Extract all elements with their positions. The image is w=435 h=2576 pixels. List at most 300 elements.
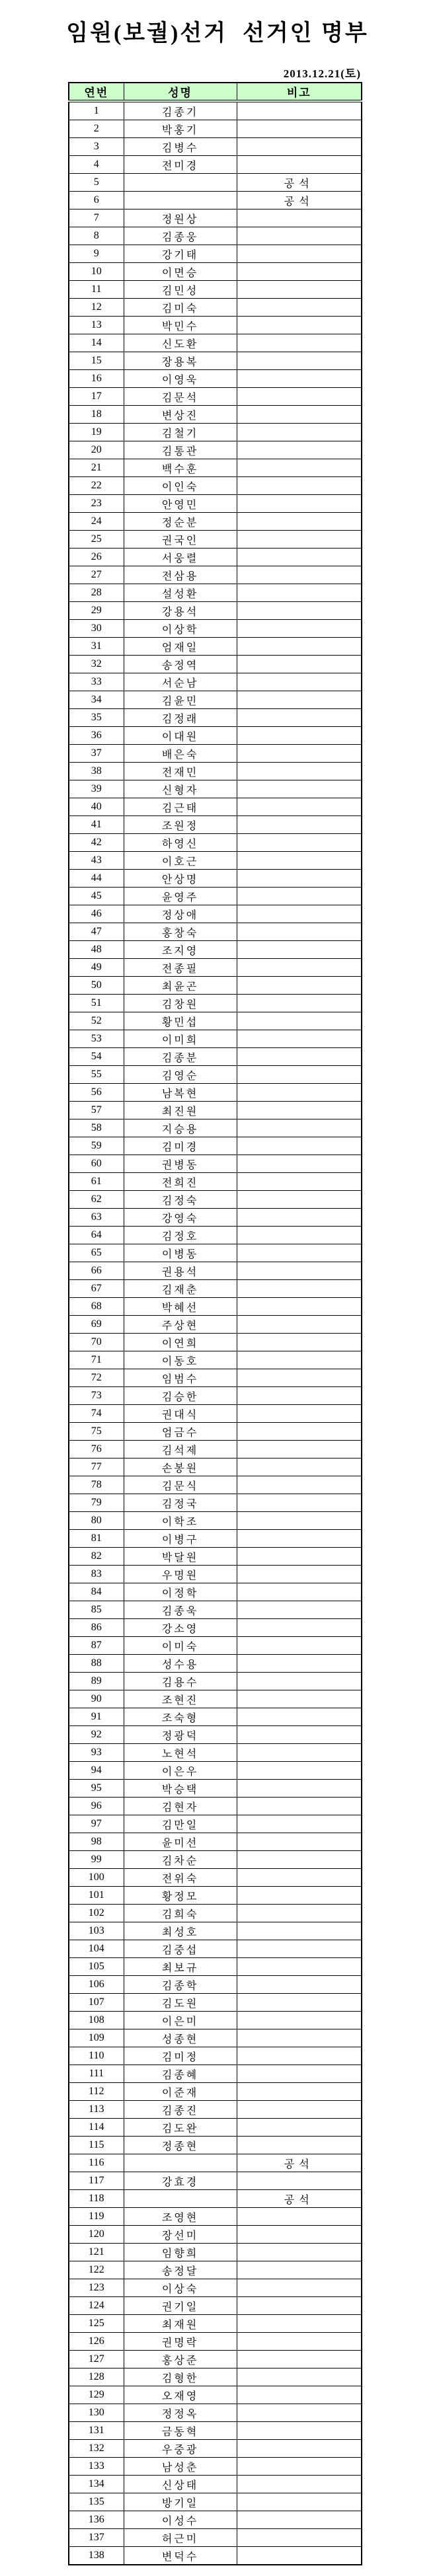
cell-name: 이준재 — [124, 2083, 237, 2101]
cell-serial-number: 63 — [69, 1209, 124, 1227]
table-row — [69, 2529, 362, 2547]
cell-name: 권병동 — [124, 1155, 237, 1173]
cell-name — [124, 174, 237, 192]
cell-remark — [237, 941, 362, 959]
table-row — [69, 673, 362, 691]
cell-remark — [237, 2279, 362, 2297]
cell-remark — [237, 1583, 362, 1601]
cell-name: 성수용 — [124, 1655, 237, 1673]
table-row — [69, 281, 362, 299]
cell-serial-number: 110 — [69, 2047, 124, 2065]
cell-serial-number: 85 — [69, 1601, 124, 1619]
table-row — [69, 2297, 362, 2315]
cell-serial-number: 6 — [69, 192, 124, 209]
cell-serial-number: 24 — [69, 513, 124, 531]
cell-remark — [237, 2047, 362, 2065]
cell-serial-number: 70 — [69, 1334, 124, 1351]
cell-name: 김영순 — [124, 1066, 237, 1084]
table-row — [69, 2119, 362, 2137]
table-row — [69, 209, 362, 227]
cell-name: 최윤곤 — [124, 977, 237, 995]
cell-serial-number: 67 — [69, 1280, 124, 1298]
table-row — [69, 1887, 362, 1905]
cell-remark — [237, 1191, 362, 1209]
cell-remark — [237, 549, 362, 566]
cell-remark: 공석 — [237, 192, 362, 209]
cell-serial-number: 3 — [69, 138, 124, 156]
table-row — [69, 1191, 362, 1209]
document-date: 2013.12.21(토) — [283, 67, 361, 80]
table-row — [69, 1441, 362, 1458]
cell-name — [124, 2154, 237, 2172]
cell-serial-number: 84 — [69, 1583, 124, 1601]
table-row — [69, 745, 362, 763]
cell-name: 조숙형 — [124, 1708, 237, 1726]
cell-name: 김차순 — [124, 1851, 237, 1869]
table-row — [69, 1048, 362, 1066]
cell-serial-number: 49 — [69, 959, 124, 977]
cell-name: 김도원 — [124, 1994, 237, 2012]
table-row — [69, 406, 362, 424]
cell-serial-number: 104 — [69, 1940, 124, 1958]
cell-serial-number: 138 — [69, 2547, 124, 2565]
cell-name: 박승택 — [124, 1780, 237, 1798]
cell-name: 안영민 — [124, 495, 237, 513]
cell-remark — [237, 227, 362, 245]
cell-name: 강기태 — [124, 245, 237, 263]
table-row — [69, 227, 362, 245]
table-row — [69, 2226, 362, 2244]
cell-serial-number: 58 — [69, 1119, 124, 1137]
cell-remark — [237, 905, 362, 923]
cell-name: 윤영주 — [124, 888, 237, 905]
cell-name: 오재영 — [124, 2386, 237, 2404]
cell-serial-number: 61 — [69, 1173, 124, 1191]
cell-remark — [237, 2351, 362, 2368]
cell-serial-number: 80 — [69, 1512, 124, 1530]
cell-remark — [237, 1458, 362, 1476]
table-row — [69, 1958, 362, 1976]
cell-name: 우중광 — [124, 2440, 237, 2458]
table-row — [69, 852, 362, 870]
cell-serial-number: 76 — [69, 1441, 124, 1458]
cell-name: 박달원 — [124, 1548, 237, 1566]
cell-serial-number: 11 — [69, 281, 124, 299]
cell-serial-number: 113 — [69, 2101, 124, 2119]
table-row — [69, 2386, 362, 2404]
cell-serial-number: 42 — [69, 834, 124, 852]
cell-name: 설성환 — [124, 584, 237, 602]
cell-name: 강소영 — [124, 1619, 237, 1637]
cell-name: 조지영 — [124, 941, 237, 959]
cell-serial-number: 90 — [69, 1690, 124, 1708]
cell-serial-number: 106 — [69, 1976, 124, 1994]
cell-remark — [237, 2493, 362, 2511]
table-row — [69, 2458, 362, 2476]
cell-name: 황정모 — [124, 1887, 237, 1905]
cell-remark — [237, 638, 362, 656]
table-row — [69, 620, 362, 638]
cell-serial-number: 103 — [69, 1922, 124, 1940]
cell-serial-number: 101 — [69, 1887, 124, 1905]
table-row — [69, 1833, 362, 1851]
table-row — [69, 1976, 362, 1994]
cell-serial-number: 1 — [69, 101, 124, 120]
table-row — [69, 2047, 362, 2065]
table-row — [69, 1994, 362, 2012]
cell-serial-number: 78 — [69, 1476, 124, 1494]
cell-remark: 공석 — [237, 2154, 362, 2172]
table-row — [69, 388, 362, 406]
table-row — [69, 263, 362, 281]
cell-name: 김종분 — [124, 1048, 237, 1066]
cell-remark — [237, 1619, 362, 1637]
cell-name: 노현석 — [124, 1744, 237, 1762]
table-row — [69, 941, 362, 959]
cell-remark — [237, 2404, 362, 2422]
cell-name: 조원정 — [124, 816, 237, 834]
cell-serial-number: 62 — [69, 1191, 124, 1209]
cell-name: 정상애 — [124, 905, 237, 923]
cell-remark — [237, 1334, 362, 1351]
cell-remark — [237, 1441, 362, 1458]
cell-remark — [237, 1102, 362, 1119]
table-row — [69, 192, 362, 209]
cell-name: 김윤민 — [124, 691, 237, 709]
cell-name: 김민성 — [124, 281, 237, 299]
table-row — [69, 1851, 362, 1869]
cell-name: 엄재일 — [124, 638, 237, 656]
cell-serial-number: 26 — [69, 549, 124, 566]
cell-serial-number: 121 — [69, 2244, 124, 2261]
cell-serial-number: 18 — [69, 406, 124, 424]
cell-remark — [237, 2261, 362, 2279]
cell-serial-number: 66 — [69, 1262, 124, 1280]
table-row — [69, 1601, 362, 1619]
cell-remark — [237, 2012, 362, 2029]
cell-name: 정순분 — [124, 513, 237, 531]
cell-serial-number: 36 — [69, 727, 124, 745]
cell-serial-number: 69 — [69, 1316, 124, 1334]
cell-remark — [237, 120, 362, 138]
cell-serial-number: 134 — [69, 2476, 124, 2493]
cell-remark — [237, 1244, 362, 1262]
table-row — [69, 656, 362, 673]
cell-name: 황민섭 — [124, 1012, 237, 1030]
cell-remark: 공석 — [237, 2190, 362, 2208]
table-row — [69, 1815, 362, 1833]
cell-name: 최재원 — [124, 2315, 237, 2333]
cell-name: 김중섭 — [124, 1940, 237, 1958]
cell-serial-number: 31 — [69, 638, 124, 656]
table-row — [69, 959, 362, 977]
cell-name: 권국인 — [124, 531, 237, 549]
table-row — [69, 566, 362, 584]
cell-remark — [237, 834, 362, 852]
cell-serial-number: 99 — [69, 1851, 124, 1869]
cell-name: 서순남 — [124, 673, 237, 691]
cell-name: 강용석 — [124, 602, 237, 620]
table-row — [69, 245, 362, 263]
cell-name: 김근태 — [124, 798, 237, 816]
table-row — [69, 1209, 362, 1227]
table-row — [69, 816, 362, 834]
cell-serial-number: 92 — [69, 1726, 124, 1744]
cell-remark — [237, 2422, 362, 2440]
cell-name: 윤미선 — [124, 1833, 237, 1851]
cell-serial-number: 117 — [69, 2172, 124, 2190]
table-row — [69, 2083, 362, 2101]
cell-remark — [237, 299, 362, 317]
table-row — [69, 2351, 362, 2368]
cell-serial-number: 129 — [69, 2386, 124, 2404]
cell-serial-number: 131 — [69, 2422, 124, 2440]
table-row — [69, 1637, 362, 1655]
cell-remark — [237, 2172, 362, 2190]
table-row — [69, 101, 362, 120]
table-row — [69, 1673, 362, 1690]
cell-name: 금동혁 — [124, 2422, 237, 2440]
cell-name: 임향희 — [124, 2244, 237, 2261]
cell-remark — [237, 1798, 362, 1815]
cell-serial-number: 122 — [69, 2261, 124, 2279]
cell-serial-number: 60 — [69, 1155, 124, 1173]
table-row — [69, 1530, 362, 1548]
cell-serial-number: 5 — [69, 174, 124, 192]
cell-remark — [237, 1048, 362, 1066]
cell-name: 강효경 — [124, 2172, 237, 2190]
table-row — [69, 870, 362, 888]
table-row — [69, 1119, 362, 1137]
table-row — [69, 1227, 362, 1244]
cell-remark — [237, 1030, 362, 1048]
cell-serial-number: 29 — [69, 602, 124, 620]
cell-serial-number: 43 — [69, 852, 124, 870]
cell-name: 김만일 — [124, 1815, 237, 1833]
cell-name: 정종현 — [124, 2137, 237, 2154]
table-row — [69, 299, 362, 317]
table-row — [69, 1869, 362, 1887]
cell-remark — [237, 1762, 362, 1780]
cell-serial-number: 94 — [69, 1762, 124, 1780]
table-row — [69, 2137, 362, 2154]
cell-name: 장선미 — [124, 2226, 237, 2244]
table-row — [69, 352, 362, 370]
table-row — [69, 2012, 362, 2029]
table-row — [69, 1548, 362, 1566]
cell-serial-number: 83 — [69, 1566, 124, 1583]
cell-remark — [237, 263, 362, 281]
cell-remark — [237, 2297, 362, 2315]
cell-serial-number: 116 — [69, 2154, 124, 2172]
cell-name: 우명원 — [124, 1566, 237, 1583]
cell-name: 임범수 — [124, 1369, 237, 1387]
cell-remark — [237, 1548, 362, 1566]
cell-remark — [237, 1476, 362, 1494]
table-row — [69, 2065, 362, 2083]
cell-name: 변상진 — [124, 406, 237, 424]
cell-remark — [237, 673, 362, 691]
table-row — [69, 1726, 362, 1744]
cell-name: 조현진 — [124, 1690, 237, 1708]
cell-name: 김창원 — [124, 995, 237, 1012]
table-row — [69, 1494, 362, 1512]
cell-name: 김재춘 — [124, 1280, 237, 1298]
table-row — [69, 1351, 362, 1369]
table-row — [69, 495, 362, 513]
cell-serial-number: 37 — [69, 745, 124, 763]
table-row — [69, 691, 362, 709]
table-row — [69, 2476, 362, 2493]
cell-serial-number: 51 — [69, 995, 124, 1012]
table-row — [69, 120, 362, 138]
cell-remark — [237, 1869, 362, 1887]
header-name: 성명 — [124, 83, 237, 101]
cell-name — [124, 2190, 237, 2208]
cell-remark — [237, 334, 362, 352]
cell-remark — [237, 1708, 362, 1726]
cell-serial-number: 12 — [69, 299, 124, 317]
cell-name: 전삼용 — [124, 566, 237, 584]
cell-name: 김문식 — [124, 1476, 237, 1494]
cell-remark — [237, 2511, 362, 2529]
cell-remark — [237, 2208, 362, 2226]
cell-name: 김용수 — [124, 1673, 237, 1690]
cell-remark — [237, 1280, 362, 1298]
cell-serial-number: 4 — [69, 156, 124, 174]
table-row — [69, 638, 362, 656]
cell-remark — [237, 1119, 362, 1137]
table-row — [69, 2422, 362, 2440]
cell-serial-number: 112 — [69, 2083, 124, 2101]
cell-remark — [237, 1423, 362, 1441]
table-row — [69, 2547, 362, 2565]
cell-remark — [237, 1673, 362, 1690]
table-row — [69, 780, 362, 798]
table-row — [69, 1280, 362, 1298]
table-row — [69, 1798, 362, 1815]
cell-remark — [237, 1173, 362, 1191]
cell-name: 김정국 — [124, 1494, 237, 1512]
table-row — [69, 798, 362, 816]
table-row — [69, 834, 362, 852]
cell-serial-number: 15 — [69, 352, 124, 370]
cell-serial-number: 14 — [69, 334, 124, 352]
cell-remark — [237, 281, 362, 299]
cell-name: 김석제 — [124, 1441, 237, 1458]
cell-remark — [237, 1744, 362, 1762]
cell-remark — [237, 245, 362, 263]
cell-remark — [237, 727, 362, 745]
cell-name: 김미정 — [124, 2047, 237, 2065]
cell-remark — [237, 656, 362, 673]
cell-serial-number: 115 — [69, 2137, 124, 2154]
table-row — [69, 2333, 362, 2351]
cell-remark — [237, 1601, 362, 1619]
table-row — [69, 441, 362, 459]
cell-serial-number: 9 — [69, 245, 124, 263]
cell-name: 송정역 — [124, 656, 237, 673]
cell-serial-number: 34 — [69, 691, 124, 709]
cell-name: 김정숙 — [124, 1191, 237, 1209]
table-row — [69, 2029, 362, 2047]
table-row — [69, 905, 362, 923]
cell-name: 김정래 — [124, 709, 237, 727]
cell-name: 전미경 — [124, 156, 237, 174]
cell-remark — [237, 1209, 362, 1227]
cell-remark — [237, 620, 362, 638]
cell-remark — [237, 1512, 362, 1530]
cell-remark — [237, 1958, 362, 1976]
cell-name: 남성춘 — [124, 2458, 237, 2476]
cell-serial-number: 89 — [69, 1673, 124, 1690]
table-row — [69, 1030, 362, 1048]
table-row — [69, 1922, 362, 1940]
cell-name: 이은우 — [124, 1762, 237, 1780]
cell-name: 이면승 — [124, 263, 237, 281]
cell-remark — [237, 1494, 362, 1512]
cell-name: 이상숙 — [124, 2279, 237, 2297]
table-row — [69, 1583, 362, 1601]
cell-name: 김종학 — [124, 1976, 237, 1994]
cell-serial-number: 136 — [69, 2511, 124, 2529]
cell-name: 이연희 — [124, 1334, 237, 1351]
cell-serial-number: 91 — [69, 1708, 124, 1726]
table-row — [69, 888, 362, 905]
cell-name: 김통관 — [124, 441, 237, 459]
table-row — [69, 531, 362, 549]
cell-name: 엄금수 — [124, 1423, 237, 1441]
cell-name: 권명락 — [124, 2333, 237, 2351]
cell-name: 김병수 — [124, 138, 237, 156]
cell-serial-number: 45 — [69, 888, 124, 905]
cell-serial-number: 56 — [69, 1084, 124, 1102]
cell-name: 최성호 — [124, 1922, 237, 1940]
cell-serial-number: 64 — [69, 1227, 124, 1244]
cell-serial-number: 46 — [69, 905, 124, 923]
cell-name: 백수훈 — [124, 459, 237, 477]
cell-name: 신도환 — [124, 334, 237, 352]
cell-remark — [237, 959, 362, 977]
cell-name: 권기일 — [124, 2297, 237, 2315]
cell-serial-number: 33 — [69, 673, 124, 691]
cell-name: 이병동 — [124, 1244, 237, 1262]
table-row — [69, 1387, 362, 1405]
cell-serial-number: 48 — [69, 941, 124, 959]
cell-remark — [237, 995, 362, 1012]
cell-remark — [237, 1262, 362, 1280]
page-title: 임원(보궐)선거 선거인 명부 — [66, 21, 369, 46]
cell-serial-number: 13 — [69, 317, 124, 334]
cell-name: 안상명 — [124, 870, 237, 888]
cell-name: 김미숙 — [124, 299, 237, 317]
cell-remark — [237, 370, 362, 388]
cell-remark — [237, 1905, 362, 1922]
cell-serial-number: 35 — [69, 709, 124, 727]
cell-serial-number: 137 — [69, 2529, 124, 2547]
cell-remark — [237, 745, 362, 763]
cell-name: 김도완 — [124, 2119, 237, 2137]
cell-name: 이병구 — [124, 1530, 237, 1548]
cell-remark — [237, 602, 362, 620]
cell-remark — [237, 2119, 362, 2137]
cell-serial-number: 53 — [69, 1030, 124, 1048]
table-row — [69, 727, 362, 745]
cell-remark — [237, 513, 362, 531]
cell-name: 이대원 — [124, 727, 237, 745]
cell-name: 김형한 — [124, 2368, 237, 2386]
cell-serial-number: 77 — [69, 1458, 124, 1476]
